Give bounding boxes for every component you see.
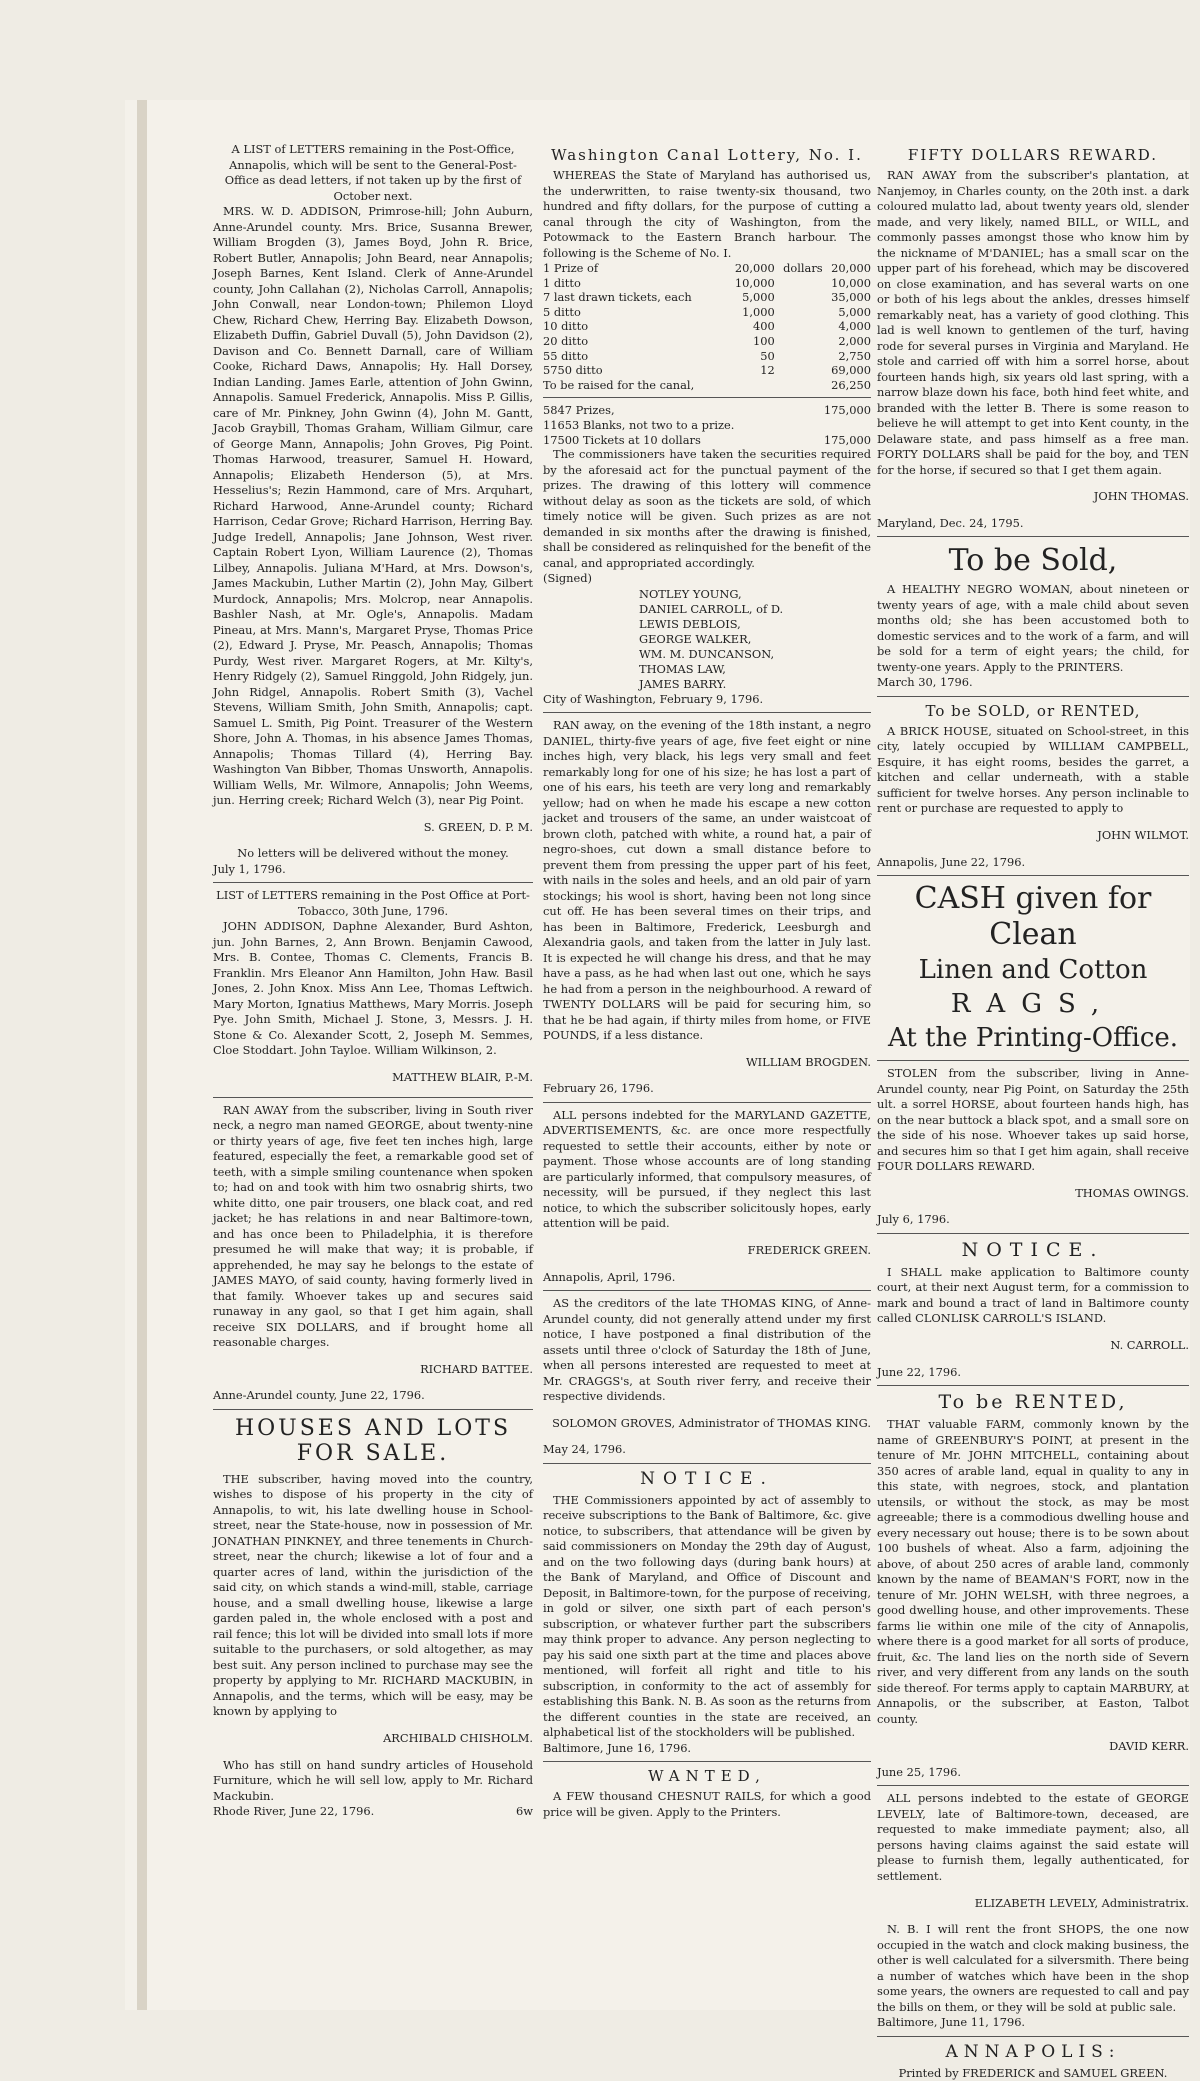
levely-body: ALL persons indebted to the estate of GEORGE LEVELY, late of Baltimore-town, deceased, are requested to make immediate payment; also, all persons having claims against the said estate will please to furnish them, legally authenticated, for settlement.	[877, 1791, 1189, 1883]
stolen-signature: THOMAS OWINGS.	[1075, 1185, 1189, 1200]
letters-list-heading: A LIST of LETTERS remaining in the Post-Office, Annapolis, which will be sent to the General-Post-Office as dead letters, if not taken up by the first of October next.	[224, 142, 522, 203]
letters-note: No letters will be delivered without the money.	[237, 846, 509, 861]
lottery-cell: 69,000	[831, 363, 871, 378]
lottery-row	[543, 349, 871, 364]
signer-name: WM. M. DUNCANSON,	[639, 646, 775, 661]
lottery-totals-table	[543, 403, 871, 447]
letters-signature: S. GREEN, D. P. M.	[423, 819, 533, 834]
signer-name: JAMES BARRY.	[639, 676, 727, 691]
lottery-row	[543, 334, 871, 349]
carroll-body: I SHALL make application to Baltimore county court, at their next August term, for a commission to mark and bound a tract of land in Baltimore county called CLONLISK CARROLL'S ISLAND.	[877, 1264, 1189, 1326]
divider	[543, 1463, 871, 1464]
runaway-daniel-signature: WILLIAM BROGDEN.	[745, 1055, 871, 1070]
lottery-cell	[775, 363, 823, 378]
port-tobacco-body: JOHN ADDISON, Daphne Alexander, Burd Ashton, jun. John Barnes, 2, Ann Brown. Benjamin Cawood, Mrs. B. Contee, Thomas C. Clements, Francis B. Franklin. Mrs Eleanor Ann Hamilton, John Haw. Basil Jones, 2. John Knox. Miss Ann Lee, Thomas Leftwich. Mary Morton, Ignatius Matthews, Mary Morris. Joseph Pye. John Smith, Michael J. Stone, 3, Messrs. J. H. Stone & Co. Alexander Scott, 2, Joseph M. Semmes, Cloe Stoddart. John Tayloe. William Wilkinson, 2.	[213, 919, 533, 1058]
lottery-row	[543, 261, 871, 276]
rented-body: A BRICK HOUSE, situated on School-street, in this city, lately occupied by WILLIAM CAMPBELL, Esquire, it has eight rooms, besides the garret, a kitchen and cellar underneath, with a stable sufficient for twelve horses. Any person inclinable to rent or purchase are requested to apply to	[877, 723, 1189, 816]
king-body: AS the creditors of the late THOMAS KING, of Anne-Arundel county, did not generally attend under my first notice, I have postponed a final distribution of the assets until three o'clock of Saturday the 18th of June, when all persons interested are requested to meet at Mr. CRAGGS's, at South river ferry, and receive their respective dividends.	[543, 1296, 871, 1404]
carroll-date: June 22, 1796.	[877, 1364, 961, 1379]
carroll-heading: NOTICE.	[961, 1238, 1105, 1261]
lottery-cell	[775, 276, 823, 291]
port-tobacco-heading: LIST of LETTERS remaining in the Post Office at Port-Tobacco, 30th June, 1796.	[216, 888, 530, 918]
divider	[877, 875, 1189, 876]
lottery-cell: 5750 ditto	[543, 363, 603, 378]
bank-notice-heading: NOTICE.	[640, 1468, 774, 1489]
divider	[877, 1233, 1189, 1234]
lottery-cell: 5,000	[742, 290, 775, 305]
lottery-cell: 20 ditto	[543, 333, 589, 348]
lottery-total-cell: 11653 Blanks, not two to a prize.	[543, 417, 735, 432]
lottery-total-row	[543, 433, 871, 448]
rented-heading: To be SOLD, or RENTED,	[925, 701, 1141, 720]
lottery-total-cell: 17500 Tickets at 10 dollars	[543, 432, 701, 447]
sold-date: March 30, 1796.	[877, 675, 973, 690]
houses-note: Who has still on hand sundry articles of Household Furniture, which he will sell low, apply to Mr. Richard Mackubin.	[213, 1757, 533, 1803]
lottery-cell: 1 ditto	[543, 275, 581, 290]
lottery-total-cell: 175,000	[823, 432, 871, 447]
levely-signature: ELIZABETH LEVELY, Administratrix.	[974, 1895, 1189, 1910]
lottery-cell: 100	[752, 333, 775, 348]
lottery-cell: 400	[752, 319, 775, 334]
rented-signature: JOHN WILMOT.	[1097, 828, 1189, 843]
houses-body: THE subscriber, having moved into the country, wishes to dispose of his property in the city of Annapolis, to wit, his late dwelling house in School-street, near the State-house, now in possession of Mr. JONATHAN PINKNEY, and three tenements in Church-street, near the church; likewise a lot of four and a quarter acres of land, within the jurisdiction of the said city, on which stands a wind-mill, stable, carriage house, and a small dwelling house, likewise a large garden paled in, the whole enclosed with a post and rail fence; this lot will be divided into small lots if more suitable to the purchasers, or sold altogether, as may best suit. Any person inclined to purchase may see the property by applying to Mr. RICHARD MACKUBIN, in Annapolis, and the terms, which will be easy, may be known by applying to	[213, 1471, 533, 1719]
divider	[543, 397, 871, 398]
reward-body: RAN AWAY from the subscriber's plantation, at Nanjemoy, in Charles county, on the 20th inst. a dark coloured mulatto lad, about twenty years old, slender made, and very likely, named BILL, or WILL, and commonly passes amongst those who know him by the nickname of M'DANIEL; has a small scar on the upper part of his forehead, which may be discovered on close examination, and has several warts on one or both of his legs about the ankles, dresses himself remarkably neat, has a variety of good clothing. This lad is well known to gentlemen of the turf, having rode for several purses in Virginia and Maryland. He stole and carried off with him a sorrel horse, about fourteen hands high, six years old last spring, with a narrow blaze down his face, both hind feet white, and branded with the letter B. There is some reason to believe he will attempt to get into Kent county, in the Delaware state, and pass himself as a free man. FORTY DOLLARS shall be paid for the boy, and TEN for the horse, if secured so that I get them again.	[877, 168, 1189, 477]
divider	[213, 1409, 533, 1410]
letters-date: July 1, 1796.	[213, 861, 286, 876]
lottery-cell: dollars	[783, 261, 823, 275]
lottery-row	[543, 319, 871, 334]
levely-date: Baltimore, June 11, 1796.	[877, 2015, 1026, 2030]
bank-notice-body: THE Commissioners appointed by act of assembly to receive subscriptions to the Bank of Baltimore, &c. give notice, to subscribers, that attendance will be given by said commissioners on Monday the 29th day of August, and on the two following days (during bank hours) at the Bank of Maryland, and Office of Discount and Deposit, in Baltimore-town, for the purpose of receiving, in gold or silver, one sixth part of each person's subscription, or whatever further part the subscribers may think proper to advance. Any person neglecting to pay his said one sixth part at the time and places above mentioned, will forfeit all right and title to his subscription, in conformity to the act of assembly for establishing this Bank. N. B. As soon as the returns from the different counties in the state are received, an alphabetical list of the stockholders will be published.	[543, 1492, 871, 1740]
lottery-cell: 1,000	[742, 304, 775, 319]
divider	[877, 536, 1189, 537]
sold-heading: To be Sold,	[948, 543, 1118, 579]
runaway-george-body: RAN AWAY from the subscriber, living in South river neck, a negro man named GEORGE, about twenty-nine or thirty years of age, five feet ten inches high, large featured, especially the feet, a remarkable good set of teeth, with a simple smiling countenance when spoken to; had on and took with him two osnabrig shirts, two white ditto, one pair trousers, one black coat, and red jacket; he has relations in and near Baltimore-town, and has once been to Philadelphia, it is therefore presumed he will make that way; it is probable, if apprehended, he may say he belongs to the estate of JAMES MAYO, of said county, having formerly lived in that family. Whoever takes up and secures said runaway in any gaol, so that I get him again, shall receive SIX DOLLARS, and if brought home all reasonable charges.	[213, 1102, 533, 1350]
divider	[213, 882, 533, 883]
lottery-cell: 55 ditto	[543, 348, 589, 363]
lottery-cell: 10,000	[734, 275, 775, 290]
lottery-cell: 10 ditto	[543, 319, 589, 334]
lottery-cell	[775, 305, 823, 320]
divider	[877, 1385, 1189, 1386]
king-signature: SOLOMON GROVES, Administrator of THOMAS KING.	[552, 1416, 871, 1431]
lottery-cell: 35,000	[831, 290, 871, 305]
lottery-date: City of Washington, February 9, 1796.	[543, 691, 764, 706]
column-2	[543, 142, 871, 1990]
lottery-total-cell	[806, 418, 871, 433]
cash-line-2: Linen and Cotton	[918, 955, 1148, 986]
lottery-cell: 2,000	[838, 333, 871, 348]
wanted-body: A FEW thousand CHESNUT RAILS, for which a good price will be given. Apply to the Printers.	[543, 1789, 871, 1819]
divider	[543, 1290, 871, 1291]
lottery-total-cell: 175,000	[823, 403, 871, 418]
port-tobacco-signature: MATTHEW BLAIR, P.-M.	[392, 1070, 533, 1085]
lottery-heading: Washington Canal Lottery, No. I.	[551, 146, 863, 164]
column-3	[877, 142, 1190, 2080]
lottery-cell: 12	[760, 363, 775, 378]
imprint-heading: ANNAPOLIS:	[945, 2041, 1121, 2062]
lottery-cell	[775, 349, 823, 364]
signer-name: LEWIS DEBLOIS,	[639, 616, 741, 631]
divider	[877, 1785, 1189, 1786]
lottery-cell: 5,000	[838, 304, 871, 319]
cash-line-1: CASH given for Clean	[914, 881, 1152, 953]
runaway-daniel-body: RAN away, on the evening of the 18th instant, a negro DANIEL, thirty-five years of age, five feet eight or nine inches high, very black, his legs very small and feet remarkably long for one of his size; he has lost a part of one of his ears, his teeth are very long and remarkably yellow; had on when he made his escape a new cotton jacket and trousers of the same, an under waistcoat of brown cloth, patched with white, a round hat, a pair of negro-shoes, cut down a small distance before to prevent them from pressing the upper part of his feet, with nails in the soles and heels, and an old pair of yarn stockings; his wool is short, having been not long since cut off. He has been several times on their trips, and has been in Baltimore, Frederick, Leesburgh and Alexandria gaols, and taken from the latter in July last. It is expected he will change his dress, and that he may have a pass, as he had when last out one, which he says he had from a person in the neighbourhood. A reward of TWENTY DOLLARS will be paid for securing him, so that he be had again, if thirty miles from home, or FIVE POUNDS, if a less distance.	[543, 718, 871, 1043]
bank-notice-date: Baltimore, June 16, 1796.	[543, 1740, 692, 1755]
lottery-cell: 5 ditto	[543, 304, 581, 319]
lottery-cell: 50	[760, 348, 775, 363]
rented-date: Annapolis, June 22, 1796.	[877, 854, 1026, 869]
divider	[543, 1102, 871, 1103]
sold-body: A HEALTHY NEGRO WOMAN, about nineteen or twenty years of age, with a male child about seven months old; she has been accustomed both to domestic services and to the work of a farm, and will be sold for a term of eight years; the child, for twenty-one years. Apply to the PRINTERS.	[877, 582, 1189, 674]
signer-name: DANIEL CARROLL, of D.	[639, 601, 784, 616]
farm-signature: DAVID KERR.	[1109, 1738, 1189, 1753]
farm-body: THAT valuable FARM, commonly known by the name of GREENBURY'S POINT, at present in the tenure of Mr. JOHN MITCHELL, containing about 350 acres of arable land, equal in quality to any in this state, with negroes, stock, and plantation utensils, or without the stock, as may be most agreeable; there is a commodious dwelling house and every necessary out house; there is to be sown about 100 bushels of wheat. Also a farm, adjoining the above, of about 250 acres of arable land, commonly known by the name of BEAMAN'S FORT, now in the tenure of Mr. JOHN WELSH, with three negroes, a good dwelling house, and other improvements. These farms lie within one mile of the city of Annapolis, where there is a good market for all sorts of produce, fruit, &c. The land lies on the north side of Severn river, and very different from any lands on the south side thereof. For terms apply to captain MARBURY, at Annapolis, or the subscriber, at Easton, Talbot county.	[877, 1417, 1190, 1726]
houses-code: 6w	[516, 1804, 533, 1819]
lottery-row	[543, 290, 871, 305]
cash-line-4: At the Printing-Office.	[887, 1023, 1179, 1054]
gazette-body: ALL persons indebted for the MARYLAND GAZETTE, ADVERTISEMENTS, &c. are once more respectfully requested to settle their accounts, either by note or payment. Those whose accounts are of long standing are particularly informed, that compulsory measures, of necessity, will be pursued, if they neglect this last notice, to which the subscriber solicitously hopes, early attention will be paid.	[543, 1107, 871, 1231]
divider	[877, 1060, 1189, 1061]
lottery-total-row	[543, 418, 871, 433]
carroll-signature: N. CARROLL.	[1110, 1338, 1189, 1353]
stolen-date: July 6, 1796.	[877, 1212, 950, 1227]
lottery-cell: 1 Prize of	[543, 261, 599, 275]
signer-name: GEORGE WALKER,	[639, 631, 752, 646]
reward-signature: JOHN THOMAS.	[1093, 489, 1189, 504]
binding-strip	[137, 100, 147, 2010]
lottery-cell: 2,750	[838, 348, 871, 363]
reward-date: Maryland, Dec. 24, 1795.	[877, 515, 1024, 530]
column-1	[213, 142, 533, 1990]
lottery-total-row	[543, 403, 871, 418]
lottery-cell: 4,000	[838, 319, 871, 334]
lottery-cell: 20,000	[831, 261, 871, 275]
houses-date-line	[213, 1804, 533, 1820]
newspaper-page	[125, 100, 1190, 2080]
gazette-signature: FREDERICK GREEN.	[747, 1243, 871, 1258]
lottery-row	[543, 305, 871, 320]
king-date: May 24, 1796.	[543, 1442, 626, 1457]
wanted-heading: WANTED,	[648, 1767, 766, 1786]
lottery-cell: 20,000	[734, 261, 775, 275]
runaway-george-date: Anne-Arundel county, June 22, 1796.	[213, 1388, 425, 1403]
lottery-cell	[775, 334, 823, 349]
lottery-scheme-table	[543, 261, 871, 392]
reward-heading: FIFTY DOLLARS REWARD.	[907, 146, 1159, 164]
gazette-date: Annapolis, April, 1796.	[543, 1269, 676, 1284]
houses-date: Rhode River, June 22, 1796.	[213, 1804, 375, 1819]
lottery-row	[543, 363, 871, 378]
divider	[543, 712, 871, 713]
lottery-cell: To be raised for the canal,	[543, 377, 695, 392]
farm-heading: To be RENTED,	[938, 1391, 1128, 1414]
lottery-cell	[775, 319, 823, 334]
lottery-total-cell: 5847 Prizes,	[543, 403, 615, 418]
lottery-cell	[775, 378, 823, 393]
lottery-row	[543, 378, 871, 393]
houses-signature: ARCHIBALD CHISHOLM.	[383, 1731, 533, 1746]
lottery-body: The commissioners have taken the securities required by the aforesaid act for the punctual payment of the prizes. The drawing of this lottery will commence without delay as soon as the tickets are sold, of which timely notice will be given. Such prizes as are not demanded in six months after the drawing is finished, shall be considered as relinquished for the benefit of the canal, and appropriated accordingly.	[543, 447, 871, 570]
levely-note: N. B. I will rent the front SHOPS, the one now occupied in the watch and clock making business, the other is well calculated for a silversmith. There being a number of watches which have been in the shop some years, the owners are requested to call and pay the bills on them, or they will be sold at public sale.	[877, 1922, 1189, 2014]
signer-name: THOMAS LAW,	[639, 661, 726, 676]
lottery-row	[543, 276, 871, 291]
lottery-cell: 7 last drawn tickets, each	[543, 290, 692, 305]
letters-list-body: MRS. W. D. ADDISON, Primrose-hill; John Auburn, Anne-Arundel county. Mrs. Brice, Susanna Brewer, William Brogden (3), James Boyd, John R. Brice, Robert Butler, Annapolis; John Beard, near Annapolis; Joseph Barnes, Kent Island. Clerk of Anne-Arundel county, John Callahan (2), Nicholas Carroll, Annapolis; John Conwall, near London-town; Philemon Lloyd Chew, Richard Chew, Herring Bay. Elizabeth Dowson, Elizabeth Duffin, Gabriel Duvall (5), John Davidson (2), Davison and Co. Bennett Darnall, care of William Cooke, Richard Daws, Annapolis; Hy. Hall Dorsey, Indian Landing. James Earle, attention of John Gwinn, Annapolis. Samuel Frederick, Annapolis. Miss P. Gillis, care of Mr. Pinkney, John Gwinn (4), John M. Gantt, Jacob Graybill, Thomas Graham, William Gilmur, care of George Mann, Annapolis; John Groves, Pig Point. Thomas Harwood, treasurer, Samuel H. Howard, Annapolis; Elizabeth Henderson (5), at Mrs. Hesselius's; Rezin Hammond, care of Mrs. Arquhart, Richard Harwood, Anne-Arundel county; Richard Harrison, Cedar Grove; Richard Harrison, Herring Bay. Judge Iredell, Annapolis; Jane Johnson, West river. Captain Robert Lyon, William Laurence (2), Thomas Lilbey, Annapolis. Juliana M'Hard, at Mrs. Dowson's, James Mackubin, Luther Martin (2), John May, Gilbert Murdock, Annapolis; Mrs. Molcrop, near Annapolis. Bashler Nash, at Mr. Ogle's, Annapolis. Madam Pineau, at Mrs. Mann's, Margaret Pryse, Thomas Price (2), Edward J. Pryse, Mr. Peasch, Annapolis; Thomas Purdy, West river. Margaret Rogers, at Mr. Kilty's, Henry Ridgely (2), Samuel Ringgold, John Ridgely, jun. John Ridgel, Annapolis. Robert Smith (3), Vachel Stevens, William Smith, John Smith, Annapolis; capt. Samuel L. Smith, Pig Point. Treasurer of the Western Shore, John A. Thomas, in his absence James Thomas, Annapolis; Thomas Tillard (4), Herring Bay. Washington Van Bibber, Thomas Unsworth, Annapolis. William Wells, Mr. Wilmore, Annapolis; John Weems, jun. Herring creek; Richard Welch (3), near Pig Point.	[213, 204, 533, 807]
signer-name: NOTLEY YOUNG,	[639, 586, 742, 601]
runaway-george-signature: RICHARD BATTEE.	[420, 1361, 533, 1376]
lottery-intro: WHEREAS the State of Maryland has authorised us, the underwritten, to raise twenty-six thousand, two hundred and fifty dollars, for the purpose of cutting a canal through the city of Washington, from the Potowmack to the Eastern Branch harbour. The following is the Scheme of No. I.	[543, 168, 871, 260]
lottery-signers	[543, 587, 871, 692]
lottery-cell: 26,250	[831, 377, 871, 392]
stolen-body: STOLEN from the subscriber, living in Anne-Arundel county, near Pig Point, on Saturday the 25th ult. a sorrel HORSE, about fourteen hands high, has on the near buttock a black spot, and a small sore on the side of his nose. Whoever takes up said horse, and secures him so that I get him again, shall receive FOUR DOLLARS REWARD.	[877, 1066, 1189, 1174]
farm-date: June 25, 1796.	[877, 1764, 961, 1779]
houses-heading: HOUSES AND LOTS FOR SALE.	[234, 1415, 512, 1466]
cash-line-3: RAGS,	[950, 989, 1116, 1020]
divider	[877, 696, 1189, 697]
imprint-body: Printed by FREDERICK and SAMUEL GREEN.	[898, 2065, 1168, 2080]
divider	[877, 2036, 1189, 2037]
signed-label: (Signed)	[543, 571, 592, 586]
lottery-cell	[726, 378, 774, 393]
lottery-cell	[775, 290, 823, 305]
divider	[213, 1097, 533, 1098]
runaway-daniel-date: February 26, 1796.	[543, 1081, 654, 1096]
divider	[543, 1761, 871, 1762]
lottery-cell: 10,000	[831, 275, 871, 290]
